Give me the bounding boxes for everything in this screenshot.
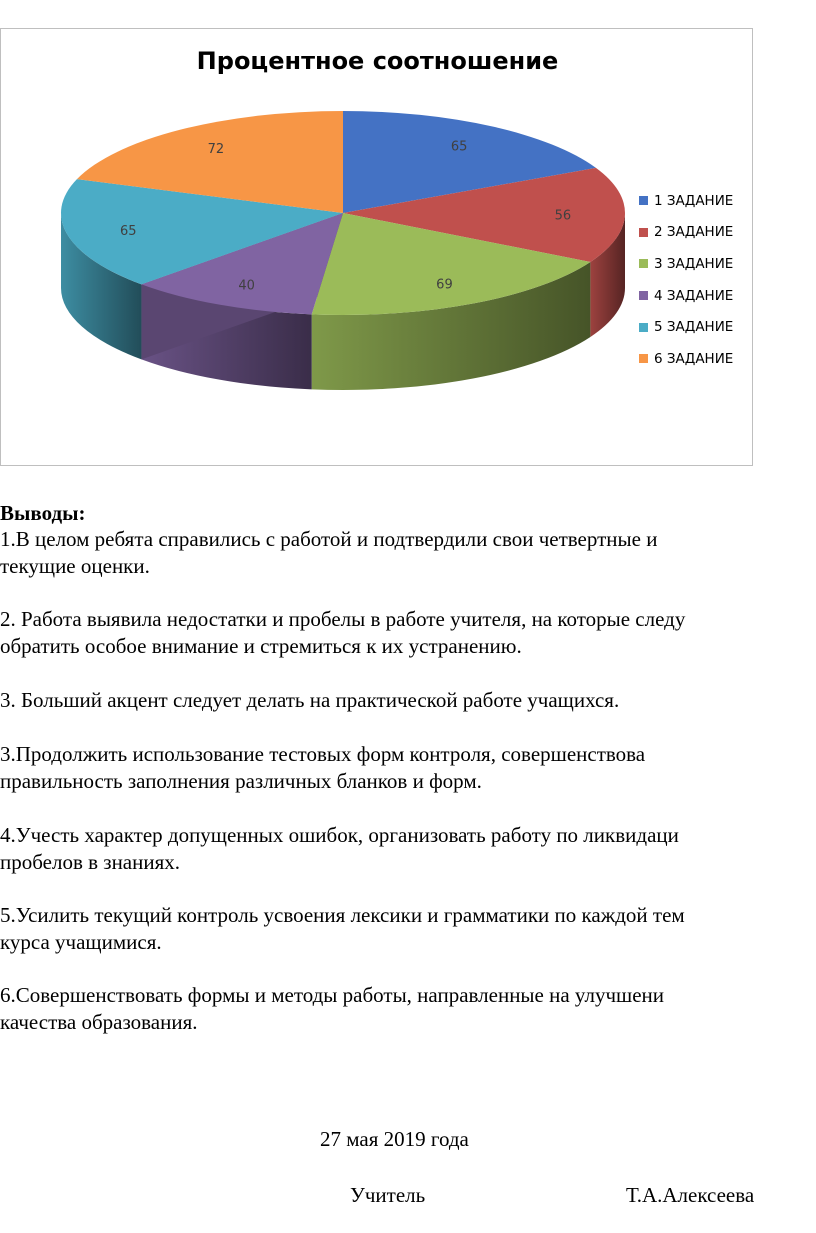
pie-chart [0, 28, 753, 466]
conclusion-line: 6.Совершенствовать формы и методы работы, направленные на улучшени [0, 983, 665, 1007]
conclusion-line: 3.Продолжить использование тестовых форм контроля, совершенствова [0, 742, 646, 766]
legend-item [639, 217, 733, 249]
legend-swatch [639, 291, 648, 300]
signature-role: Учитель [350, 1183, 426, 1207]
legend-swatch [639, 196, 648, 205]
legend-item [639, 280, 733, 312]
conclusion-line: 4.Учесть характер допущенных ошибок, организовать работу по ликвидаци [0, 823, 679, 847]
conclusion-line: 3. Больший акцент следует делать на практической работе учащихся. [0, 688, 620, 712]
legend-label: 6 ЗАДАНИЕ [654, 350, 734, 367]
conclusion-line: курса учащимися. [0, 930, 162, 954]
conclusion-line: правильность заполнения различных бланков и форм. [0, 769, 482, 793]
legend-label: 3 ЗАДАНИЕ [654, 255, 734, 272]
conclusion-line: 2. Работа выявила недостатки и пробелы в работе учителя, на которые следу [0, 607, 686, 631]
legend-label: 4 ЗАДАНИЕ [654, 287, 734, 304]
conclusion-line: пробелов в знаниях. [0, 850, 181, 874]
conclusion-line: текущие оценки. [0, 554, 150, 578]
pie-data-label: 40 [238, 278, 255, 294]
conclusion-line: качества образования. [0, 1010, 198, 1034]
legend-label: 2 ЗАДАНИЕ [654, 224, 734, 241]
chart-legend [639, 185, 733, 375]
legend-item [639, 343, 733, 375]
conclusion-line: 5.Усилить текущий контроль усвоения лексики и грамматики по каждой тем [0, 903, 685, 927]
chart-title: Процентное соотношение [196, 47, 559, 75]
legend-swatch [639, 259, 648, 268]
legend-swatch [639, 323, 648, 332]
legend-swatch [639, 228, 648, 237]
pie-data-label: 56 [554, 208, 572, 224]
document-date: 27 мая 2019 года [320, 1127, 469, 1151]
conclusions-heading: Выводы: [0, 501, 86, 525]
legend-item [639, 311, 733, 343]
pie-data-label: 65 [450, 139, 468, 155]
pie-data-label: 65 [119, 224, 137, 240]
legend-swatch [639, 354, 648, 363]
signature-name: Т.А.Алексеева [626, 1183, 755, 1207]
pie-data-label: 69 [436, 277, 453, 293]
legend-label: 1 ЗАДАНИЕ [654, 192, 734, 209]
conclusion-line: обратить особое внимание и стремиться к их устранению. [0, 634, 522, 658]
legend-label: 5 ЗАДАНИЕ [654, 319, 734, 336]
legend-item [639, 185, 733, 217]
legend-item [639, 248, 733, 280]
conclusion-line: 1.В целом ребята справились с работой и подтвердили свои четвертные и [0, 527, 658, 551]
pie-data-label: 72 [207, 142, 225, 158]
